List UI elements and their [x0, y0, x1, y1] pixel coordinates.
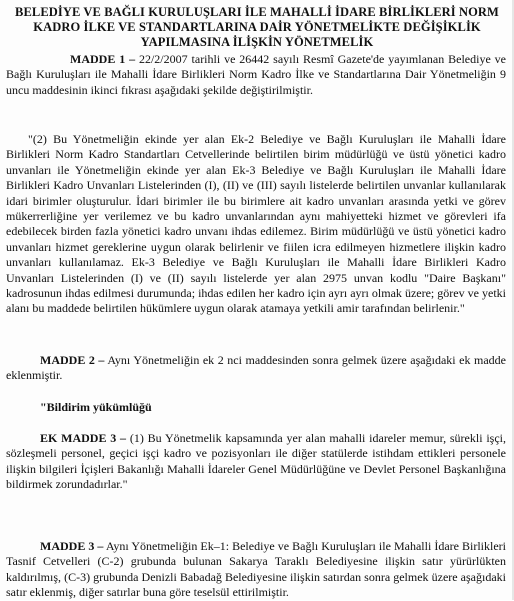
additional-article-3-paragraph [6, 431, 506, 493]
quoted-amendment-paragraph: "(2) Bu Yönetmeliğin ekinde yer alan Ek-2 Belediye ve Bağlı Kuruluşları ile Mahalli İdare Birlikleri Norm Kadro Standartları Cetvellerinde belirtilen birim müdürlüğü ve üstü yönetici kadro unvanları ile Yönetmeliğin ekinde yer alan Ek-3 Belediye ve Bağlı Kuruluşları ile Mahalli İdare Birlikleri Kadro Unvanları Listelerinden (I), (II) ve (III) sayılı listelerde belirtilen unvanlar kullanılarak idari birimler oluşturulur. İdari birimler ile bu birimlere ait kadro unvanları arasında yetki ve görev mükerrerliğine yer verilemez ve bu kadro unvanlarından aynı mahiyetteki hizmet ve görevleri ifa edebilecek birden fazla yönetici kadro unvanı ihdas edilemez. Birim müdürlüğü ve üstü yönetici kadro unvanları hizmet gereklerine uygun olarak belirlenir ve fiilen icra edilmeyen hizmetlere ilişkin kadro unvanları kullanılamaz. Ek-3 Belediye ve Bağlı Kuruluşları ile Mahalli İdare Birlikleri Kadro Unvanları Listelerinden (I) ve (II) sayılı listelerde yer alan 2975 unvan kodlu "Daire Başkanı" kadrosunun ihdas edilmesi durumunda; ihdas edilen her kadro için ayrı ayrı olmak üzere; görev ve yetki alanı bu maddede belirtilen hükümlere uygun olarak atamaya yetkili amir tarafından belirlenir." [6, 132, 506, 316]
additional-article-3-label: EK MADDE 3 – [40, 431, 127, 445]
document-title: BELEDİYE VE BAĞLI KURULUŞLARI İLE MAHALLİ İDARE BİRLİKLERİ NORM KADRO İLKE VE STANDARTLARINA DAİR YÖNETMELİKTE DEĞİŞİKLİK YAPILMASINA İLİŞKİN YÖNETMELİK [15, 5, 499, 49]
article-3-text: Aynı Yönetmeliğin Ek–1: Belediye ve Bağlı Kuruluşları ile Mahalli İdare Birlikleri Tasnif Cetvelleri (C-2) grubunda bulunan Sakarya Taraklı Belediyesine ilişkin satır yürürlükten kaldırılmış, (C-3) grubunda Denizli Babadağ Belediyesine ilişkin satırdan sonra gelmek üzere aşağıdaki satır eklenmiş, diğer satırlar buna göre teselsül ettirilmiştir. [6, 539, 507, 600]
article-1-paragraph [6, 52, 506, 98]
article-1-text: 22/2/2007 tarihli ve 26442 sayılı Resmî Gazete'de yayımlanan Belediye ve Bağlı Kuruluşları ile Mahalli İdare Birlikleri Norm Kadro İlke ve Standartlarına Dair Yönetmeliğin 9 uncu maddesinin ikinci fıkrası aşağıdaki şekilde değiştirilmiştir. [6, 52, 506, 97]
article-3-paragraph [6, 539, 506, 601]
article-2-paragraph [6, 353, 506, 384]
article-2-text: Aynı Yönetmeliğin ek 2 nci maddesinden sonra gelmek üzere aşağıdaki ek madde eklenmiştir. [6, 353, 507, 383]
article-3-label: MADDE 3 – [40, 539, 104, 553]
article-2-label: MADDE 2 – [40, 353, 105, 367]
section-heading: "Bildirim yükümlüğü [40, 400, 152, 414]
additional-article-3-text: (1) Bu Yönetmelik kapsamında yer alan mahalli idareler memur, sürekli işçi, sözleşmeli personel, geçici işçi kadro ve pozisyonları ile diğer statülerde istihdam ettikleri personele ilişkin bilgileri İçişleri Bakanlığı Mahalli İdareler Genel Müdürlüğüne ve Devlet Personel Başkanlığına bildirmek zorundadırlar." [6, 431, 506, 492]
article-1-label: MADDE 1 – [70, 52, 136, 66]
